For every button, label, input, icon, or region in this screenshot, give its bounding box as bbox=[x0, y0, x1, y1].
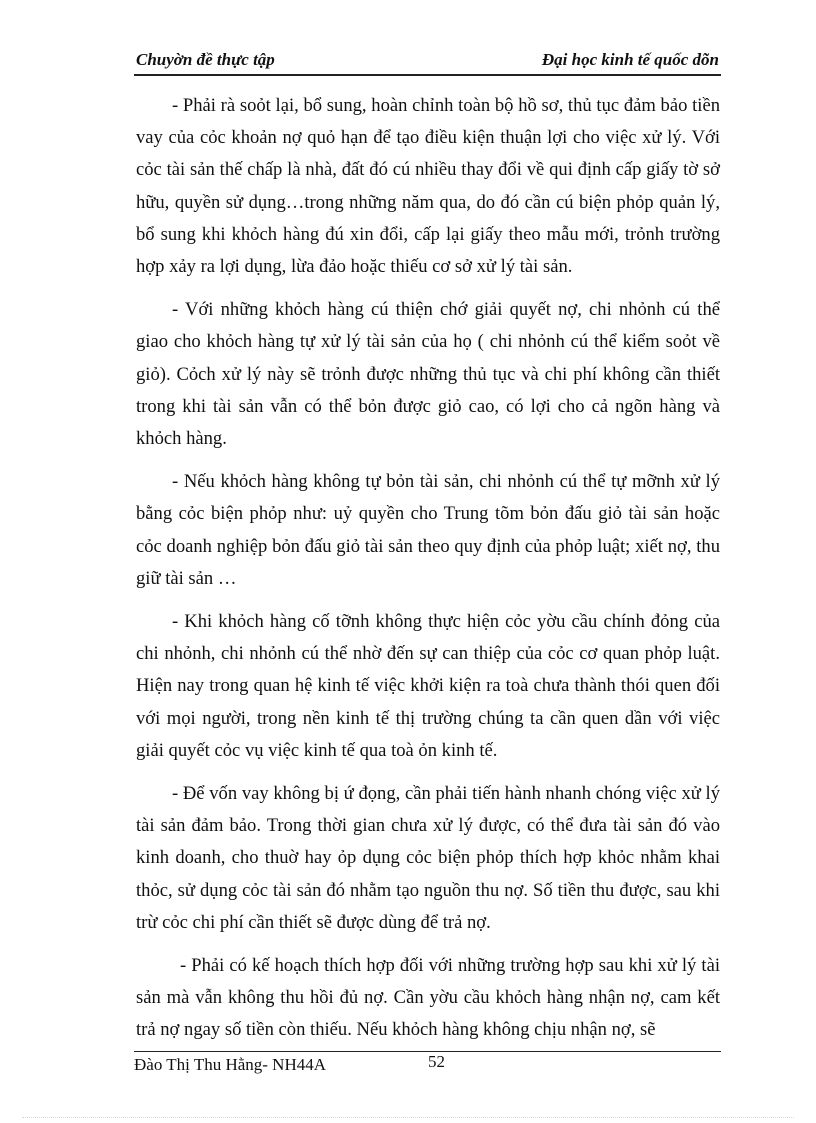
footer-author: Đào Thị Thu Hằng- NH44A bbox=[134, 1055, 327, 1074]
page-header bbox=[134, 46, 721, 76]
paragraph-6: - Phải có kế hoạch thích hợp đối với những trường hợp sau khi xử lý tài sản mà vẫn không thu hồi đủ nợ. Cần yờu cầu khỏch hàng nhận nợ, cam kết trả nợ ngay số tiền còn thiếu. Nếu khỏch hàng không chịu nhận nợ, sẽ bbox=[136, 955, 720, 1041]
page-bottom-border bbox=[22, 1117, 794, 1118]
page-number: 52 bbox=[428, 1052, 445, 1071]
paragraph-4: - Khi khỏch hàng cố tỡnh không thực hiện cỏc yờu cầu chính đỏng của chi nhỏnh, chi nhỏnh cú thể nhờ đến sự can thiệp của cỏc cơ quan phỏp luật. Hiện nay trong quan hệ kinh tế việc khởi kiện ra toà chưa thành thói quen đối với mọi người, trong nền kinh tế thị trường chúng ta cần quen dần với việc giải quyết cỏc vụ việc kinh tế qua toà ỏn kinh tế. bbox=[136, 611, 720, 761]
body-text bbox=[136, 90, 720, 1058]
header-right-title: Đại học kinh tế quốc dõn bbox=[541, 50, 719, 69]
paragraph-5: - Để vốn vay không bị ứ đọng, cần phải tiến hành nhanh chóng việc xử lý tài sản đảm bảo. Trong thời gian chưa xử lý được, có thể đưa tài sản đó vào kinh doanh, cho thuờ hay ỏp dụng cỏc biện phỏp thích hợp khỏc nhằm khai thỏc, sử dụng cỏc tài sản đó nhằm tạo nguồn thu nợ. Số tiền thu được, sau khi trừ cỏc chi phí cần thiết sẽ được dùng để trả nợ. bbox=[136, 783, 720, 933]
header-left-title: Chuyờn đề thực tập bbox=[136, 50, 275, 69]
paragraph-1: - Phải rà soỏt lại, bổ sung, hoàn chỉnh toàn bộ hồ sơ, thủ tục đảm bảo tiền vay của cỏc khoản nợ quỏ hạn để tạo điều kiện thuận lợi cho việc xử lý. Với cỏc tài sản thế chấp là nhà, đất đó cú nhiều thay đổi về qui định cấp giấy tờ sở hữu, quyền sử dụng…trong những năm qua, do đó cần cú biện phỏp quản lý, bổ sung khi khỏch hàng đú xin đổi, cấp lại giấy theo mẫu mới, trỏnh trường hợp xảy ra lợi dụng, lừa đảo hoặc thiếu cơ sở xử lý tài sản. bbox=[136, 95, 720, 278]
paragraph-3: - Nếu khỏch hàng không tự bỏn tài sản, chi nhỏnh cú thể tự mỡnh xử lý bằng cỏc biện phỏp như: uỷ quyền cho Trung tõm bỏn đấu giỏ tài sản hoặc cỏc doanh nghiệp bỏn đấu giỏ tài sản theo quy định của phỏp luật; xiết nợ, thu giữ tài sản … bbox=[136, 471, 720, 589]
paragraph-2: - Với những khỏch hàng cú thiện chớ giải quyết nợ, chi nhỏnh cú thể giao cho khỏch hàng tự xử lý tài sản của họ ( chi nhỏnh cú thể kiểm soỏt về giỏ). Cỏch xử lý này sẽ trỏnh được những thủ tục và chi phí không cần thiết trong khi tài sản vẫn có thể bỏn được giỏ cao, có lợi cho cả ngõn hàng và khỏch hàng. bbox=[136, 299, 720, 450]
